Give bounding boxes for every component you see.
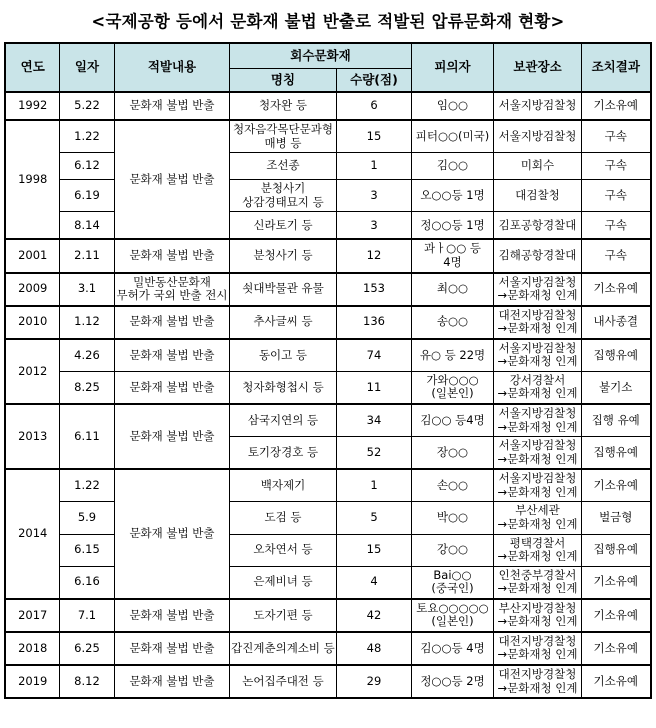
cell-storage-location: 대검찰청: [494, 180, 582, 212]
table-body: [5, 92, 650, 698]
cell-result: 구속: [582, 120, 651, 153]
cell-date: 3.1: [59, 273, 114, 306]
cell-recovered-name: 갑진계춘의계소비 등: [229, 632, 336, 665]
cell-suspect: 최○○: [412, 273, 494, 306]
cell-recovered-name: 동이고 등: [229, 339, 336, 372]
cell-storage-location: 서울지방검찰청 →문화재청 인계: [494, 339, 582, 372]
cell-result: 집행유예: [582, 437, 651, 470]
table-row: [5, 566, 650, 599]
table-row: [5, 665, 650, 698]
cell-quantity: 34: [336, 404, 411, 437]
table-row: [5, 404, 650, 437]
cell-date: 1.22: [59, 120, 114, 153]
seized-cultural-assets-table: [4, 42, 651, 699]
table-row: [5, 239, 650, 272]
cell-result: 기소유예: [582, 599, 651, 632]
column-header-name: 명칭: [229, 69, 336, 93]
cell-date: 5.9: [59, 502, 114, 534]
column-header-suspect: 피의자: [412, 43, 494, 92]
table-row: [5, 632, 650, 665]
cell-result: 구속: [582, 212, 651, 240]
cell-suspect: 피터○○(미국): [412, 120, 494, 153]
cell-result: 기소유예: [582, 92, 651, 120]
cell-suspect: 박○○: [412, 502, 494, 534]
table-row: [5, 371, 650, 404]
cell-result: 내사종결: [582, 306, 651, 339]
cell-recovered-name: 청자음각목단문과형 매병 등: [229, 120, 336, 153]
cell-result: 기소유예: [582, 632, 651, 665]
cell-quantity: 5: [336, 502, 411, 534]
cell-recovered-name: 쇳대박물관 유물: [229, 273, 336, 306]
cell-quantity: 74: [336, 339, 411, 372]
cell-quantity: 11: [336, 371, 411, 404]
cell-recovered-name: 조선종: [229, 153, 336, 180]
table-header: [5, 43, 650, 92]
cell-recovered-name: 삼국지연의 등: [229, 404, 336, 437]
cell-quantity: 136: [336, 306, 411, 339]
cell-storage-location: 서울지방검찰청 →문화재청 인계: [494, 437, 582, 470]
cell-year: 1992: [5, 92, 59, 120]
cell-quantity: 12: [336, 239, 411, 272]
cell-storage-location: 김해공항경찰대: [494, 239, 582, 272]
table-row: [5, 180, 650, 212]
cell-recovered-name: 도검 등: [229, 502, 336, 534]
table-row: [5, 306, 650, 339]
cell-result: 불기소: [582, 371, 651, 404]
cell-suspect: 오○○등 1명: [412, 180, 494, 212]
cell-storage-location: 서울지방검찰청 →문화재청 인계: [494, 404, 582, 437]
cell-date: 6.19: [59, 180, 114, 212]
cell-storage-location: 대전지방검찰청 →문화재청 인계: [494, 306, 582, 339]
cell-result: 기소유예: [582, 566, 651, 599]
cell-storage-location: 김포공항경찰대: [494, 212, 582, 240]
cell-recovered-name: 신라토기 등: [229, 212, 336, 240]
cell-storage-location: 강서경찰서 →문화재청 인계: [494, 371, 582, 404]
cell-year: 2009: [5, 273, 59, 306]
table-row: [5, 469, 650, 502]
table-row: [5, 273, 650, 306]
cell-storage-location: 부산세관 →문화재청 인계: [494, 502, 582, 534]
column-header-storage: 보관장소: [494, 43, 582, 92]
cell-date: 4.26: [59, 339, 114, 372]
cell-description: 문화재 불법 반출: [114, 469, 229, 599]
table-row: [5, 153, 650, 180]
cell-recovered-name: 추사글씨 등: [229, 306, 336, 339]
cell-storage-location: 서울지방검찰청: [494, 92, 582, 120]
cell-suspect: 장○○: [412, 437, 494, 470]
cell-quantity: 15: [336, 120, 411, 153]
cell-date: 6.11: [59, 404, 114, 469]
cell-result: 구속: [582, 153, 651, 180]
cell-description: 문화재 불법 반출: [114, 599, 229, 632]
cell-description: 문화재 불법 반출: [114, 404, 229, 469]
cell-description: 문화재 불법 반출: [114, 665, 229, 698]
cell-storage-location: 서울지방검찰청 →문화재청 인계: [494, 273, 582, 306]
cell-storage-location: 대전지방경찰청 →문화재청 인계: [494, 665, 582, 698]
cell-quantity: 52: [336, 437, 411, 470]
cell-suspect: 송○○: [412, 306, 494, 339]
cell-suspect: 강○○: [412, 534, 494, 566]
table-row: [5, 502, 650, 534]
cell-year: 2019: [5, 665, 59, 698]
cell-description: 문화재 불법 반출: [114, 632, 229, 665]
cell-storage-location: 미회수: [494, 153, 582, 180]
cell-result: 구속: [582, 239, 651, 272]
cell-date: 5.22: [59, 92, 114, 120]
cell-year: 2017: [5, 599, 59, 632]
table-row: [5, 212, 650, 240]
cell-recovered-name: 청자화형첩시 등: [229, 371, 336, 404]
cell-recovered-name: 분청사기 상감경태묘지 등: [229, 180, 336, 212]
table-row: [5, 339, 650, 372]
cell-date: 8.25: [59, 371, 114, 404]
cell-result: 집행유예: [582, 339, 651, 372]
column-header-date: 일자: [59, 43, 114, 92]
cell-year: 2010: [5, 306, 59, 339]
cell-recovered-name: 오차연서 등: [229, 534, 336, 566]
cell-date: 7.1: [59, 599, 114, 632]
cell-year: 2018: [5, 632, 59, 665]
cell-recovered-name: 백자제기: [229, 469, 336, 502]
cell-result: 집행 유예: [582, 404, 651, 437]
cell-result: 기소유예: [582, 469, 651, 502]
cell-recovered-name: 분청사기 등: [229, 239, 336, 272]
column-header-year: 연도: [5, 43, 59, 92]
table-header-row-top: [5, 43, 650, 69]
table-row: [5, 92, 650, 120]
cell-quantity: 15: [336, 534, 411, 566]
cell-recovered-name: 도자기편 등: [229, 599, 336, 632]
page-title: <국제공항 등에서 문화재 불법 반출로 적발된 압류문화재 현황>: [91, 12, 565, 31]
column-header-result: 조치결과: [582, 43, 651, 92]
cell-description: 밀반동산문화재 무허가 국외 반출 전시: [114, 273, 229, 306]
cell-description: 문화재 불법 반출: [114, 239, 229, 272]
cell-year: 2013: [5, 404, 59, 469]
cell-date: 8.14: [59, 212, 114, 240]
cell-year: 2001: [5, 239, 59, 272]
cell-date: 1.12: [59, 306, 114, 339]
cell-storage-location: 부산지방경찰청 →문화재청 인계: [494, 599, 582, 632]
column-header-quantity: 수량(점): [336, 69, 411, 93]
cell-suspect: 손○○: [412, 469, 494, 502]
cell-description: 문화재 불법 반출: [114, 339, 229, 372]
cell-storage-location: 서울지방검찰청 →문화재청 인계: [494, 469, 582, 502]
cell-suspect: 과ㅏ○○ 등 4명: [412, 239, 494, 272]
cell-suspect: 정○○등 2명: [412, 665, 494, 698]
cell-result: 집행유예: [582, 534, 651, 566]
cell-suspect: 유○ 등 22명: [412, 339, 494, 372]
table-row: [5, 534, 650, 566]
cell-year: 2012: [5, 339, 59, 404]
cell-description: 문화재 불법 반출: [114, 120, 229, 239]
column-header-description: 적발내용: [114, 43, 229, 92]
cell-quantity: 1: [336, 153, 411, 180]
cell-quantity: 4: [336, 566, 411, 599]
cell-suspect: Bai○○ (중국인): [412, 566, 494, 599]
cell-storage-location: 대전지방경찰청 →문화재청 인계: [494, 632, 582, 665]
cell-quantity: 1: [336, 469, 411, 502]
cell-quantity: 6: [336, 92, 411, 120]
cell-recovered-name: 토기장경호 등: [229, 437, 336, 470]
cell-storage-location: 평택경찰서 →문화재청 인계: [494, 534, 582, 566]
cell-suspect: 김○○: [412, 153, 494, 180]
cell-suspect: 김○○등 4명: [412, 632, 494, 665]
cell-description: 문화재 불법 반출: [114, 371, 229, 404]
cell-year: 2014: [5, 469, 59, 599]
cell-quantity: 3: [336, 180, 411, 212]
cell-quantity: 42: [336, 599, 411, 632]
cell-suspect: 토요○○○○○ (일본인): [412, 599, 494, 632]
cell-suspect: 임○○: [412, 92, 494, 120]
cell-date: 6.12: [59, 153, 114, 180]
cell-result: 기소유예: [582, 665, 651, 698]
cell-date: 2.11: [59, 239, 114, 272]
column-header-recovered-group: 회수문화재: [229, 43, 411, 69]
cell-year: 1998: [5, 120, 59, 239]
cell-storage-location: 인천중부경찰서 →문화재청 인계: [494, 566, 582, 599]
table-row: [5, 120, 650, 153]
cell-storage-location: 서울지방검찰청: [494, 120, 582, 153]
cell-result: 벌금형: [582, 502, 651, 534]
cell-quantity: 29: [336, 665, 411, 698]
cell-quantity: 153: [336, 273, 411, 306]
cell-suspect: 가와○○○ (일본인): [412, 371, 494, 404]
cell-quantity: 3: [336, 212, 411, 240]
cell-recovered-name: 청자완 등: [229, 92, 336, 120]
cell-suspect: 김○○ 등4명: [412, 404, 494, 437]
cell-result: 기소유예: [582, 273, 651, 306]
cell-quantity: 48: [336, 632, 411, 665]
cell-description: 문화재 불법 반출: [114, 92, 229, 120]
cell-description: 문화재 불법 반출: [114, 306, 229, 339]
table-row: [5, 599, 650, 632]
cell-recovered-name: 은제비녀 등: [229, 566, 336, 599]
cell-date: 1.22: [59, 469, 114, 502]
cell-result: 구속: [582, 180, 651, 212]
cell-date: 6.25: [59, 632, 114, 665]
cell-suspect: 정○○등 1명: [412, 212, 494, 240]
cell-date: 6.16: [59, 566, 114, 599]
cell-date: 6.15: [59, 534, 114, 566]
cell-date: 8.12: [59, 665, 114, 698]
cell-recovered-name: 논어집주대전 등: [229, 665, 336, 698]
